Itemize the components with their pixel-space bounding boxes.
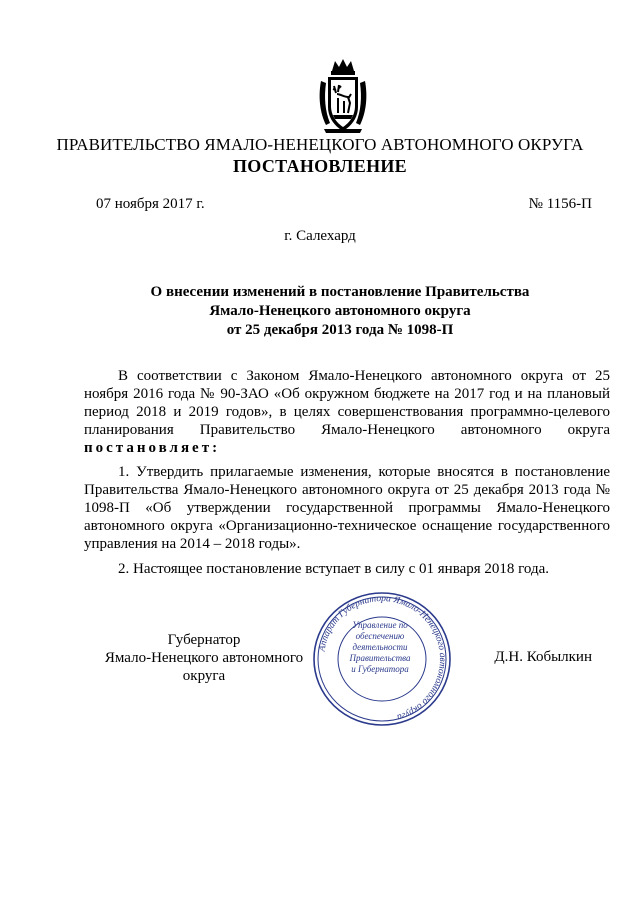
signatory-role-line: Губернатор — [167, 632, 241, 648]
stamp-outer-text: Аппарат Губернатора Ямало-Ненецкого автономного округа — [317, 593, 448, 722]
document-date: 07 ноября 2017 г. — [96, 196, 205, 212]
document-type: ПОСТАНОВЛЕНИЕ — [233, 156, 407, 176]
stamp-inner-line: деятельности — [352, 642, 408, 652]
document-number: № 1156-П — [528, 196, 592, 212]
signatory-role-line: Ямало-Ненецкого автономного округа — [104, 650, 304, 684]
stamp-inner-line: обеспечению — [355, 631, 405, 641]
document-city: г. Салехард — [284, 228, 356, 244]
clause-2-paragraph: 2. Настоящее постановление вступает в силу с 01 января 2018 года. — [118, 561, 550, 577]
subject-line: Ямало-Ненецкого автономного округа — [209, 303, 471, 319]
signatory-title — [84, 631, 324, 685]
stamp-inner-line: и Губернатора — [351, 664, 409, 674]
signatory-name: Д.Н. Кобылкин — [494, 649, 592, 665]
subject-line: от 25 декабря 2013 года № 1098-П — [226, 322, 454, 338]
coat-of-arms-emblem — [318, 57, 368, 135]
document-subject — [90, 283, 590, 340]
stamp-inner-text — [340, 620, 420, 675]
preamble-paragraph — [84, 367, 610, 457]
stamp-inner-line: Правительства — [349, 653, 411, 663]
stamp-inner-line: Управление по — [352, 620, 408, 630]
preamble-text: В соответствии с Законом Ямало-Ненецкого автономного округа от 25 ноября 2016 года № 90-ЗАО «Об окружном бюджете на 2017 год и на плановый период 2018 и 2019 годов», в целях совершенствования программно-целевого планирования Правительство Ямало-Ненецкого автономного округа — [84, 368, 610, 438]
clause-1-paragraph: 1. Утвердить прилагаемые изменения, которые вносятся в постановление Правительства Ямало-Ненецкого автономного округа от 25 декабря 2013 года № 1098-П «Об утверждении государственной программы Ямало-Ненецкого автономного округа «Организационно-техническое оснащение государственного управления на 2014 – 2018 годы». — [84, 464, 610, 552]
subject-line: О внесении изменений в постановление Правительства — [150, 284, 530, 300]
resolves-word: постановляет: — [84, 440, 221, 456]
government-name: ПРАВИТЕЛЬСТВО ЯМАЛО-НЕНЕЦКОГО АВТОНОМНОГО ОКРУГА — [56, 135, 584, 154]
